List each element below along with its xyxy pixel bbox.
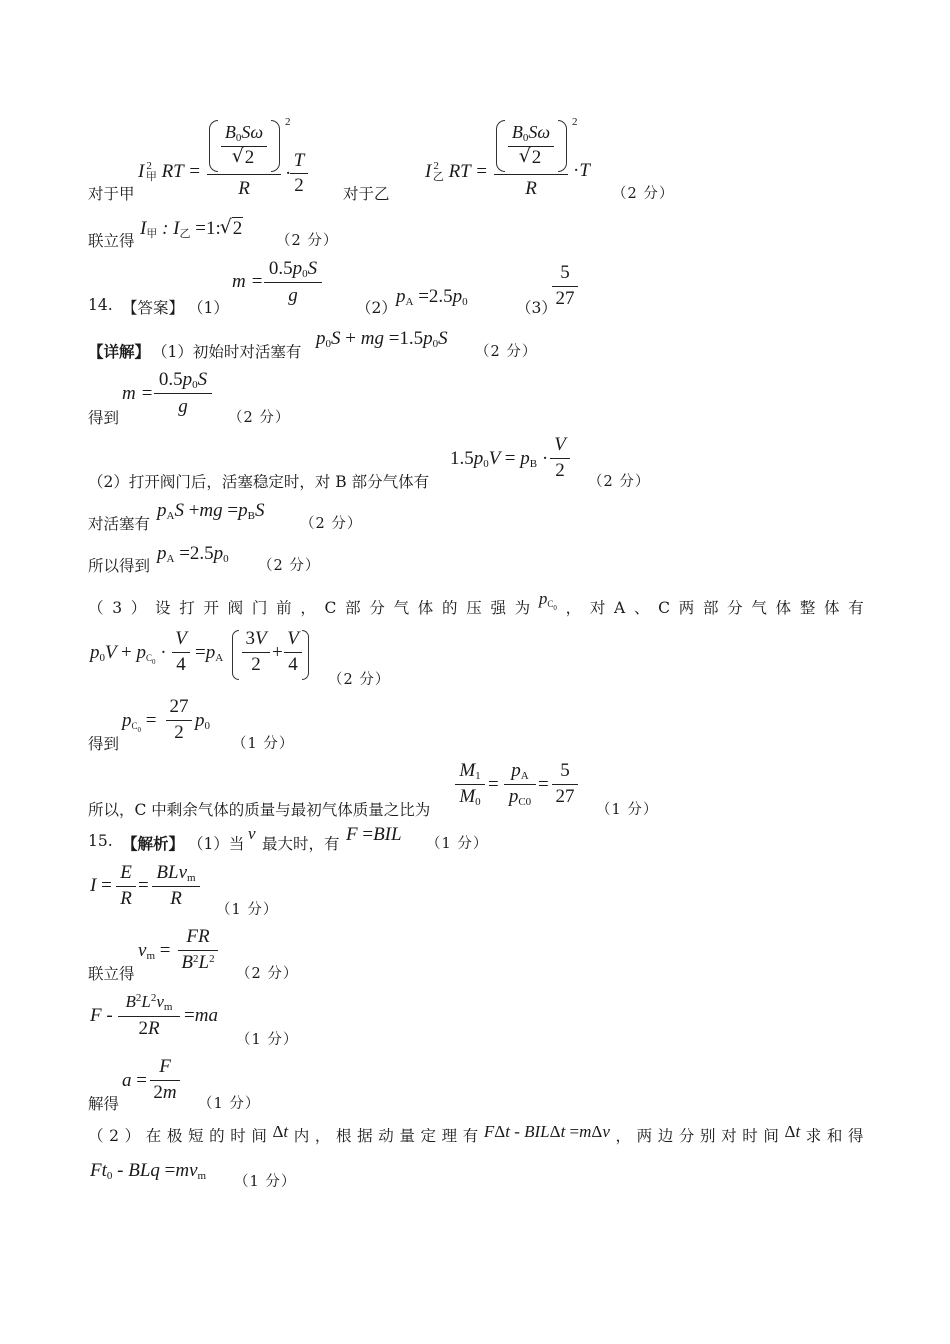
q15-number: 15. [88,832,113,850]
q15-momentum-eq: FΔt - BILΔt =mΔv [483,1122,610,1141]
q15-line2-t1: 两 [636,1127,653,1145]
q14-line6-c16: 压 [466,599,482,617]
q14-eq2-lhs: m = [122,383,154,404]
q15-line2-t6: 时 [742,1127,758,1145]
q14-ans-pa: $p_A =2.5p_0$ [396,286,468,308]
q15-line2-t3: 分 [678,1127,695,1145]
q14-eq9-val-frac: 5 27 [552,760,578,810]
q14-line6-c14: 体 [417,599,434,617]
q15-line2-m0: 内 [293,1127,310,1145]
q14-eq8-lhs: $p_{C_0}$ = [122,710,157,734]
q15-eq5-lhs: a = [122,1070,147,1091]
q14-eq4: $p_AS +mg =p_BS$ [157,500,265,522]
points-2b: （2 分） [276,233,339,249]
q14-ans-m-lhs: m = [232,271,264,292]
q15-line2-m8: 有 [462,1127,479,1145]
q14-line6-d11: 体 [824,599,840,617]
q14-eq7-v4: V 4 [172,628,190,678]
q15-eq4-f: F - [90,1005,113,1026]
q14-line6-d4: C [658,599,671,617]
q15-eq3-frac: FR $B^2L^2$ [178,926,218,976]
q15-line2-c6: 的 [209,1127,225,1145]
q14-line6-c15: 的 [442,599,458,617]
formula-jia-lhs: I $^2_甲$ RT = [138,160,201,183]
q15-line2-m7: 理 [441,1127,458,1145]
q14-eq1: $p_0S$ + mg $=1.5p_0S$ [316,328,448,350]
q14-line6-c4: 打 [179,599,195,617]
q15-line2-m2: 根 [336,1127,352,1145]
ratio-root: 2 [232,218,243,239]
q15-line2-e2: 得 [848,1127,864,1145]
q14-line6-d7: 分 [727,599,743,617]
q14-eq7-lhs: $p_0V + p_{C_0}$ · [90,642,167,666]
q14-line6-c12: 分 [369,599,385,617]
q14-eq3-lhs: $1.5p_0V = p_B$ · [450,448,549,470]
q14-line6-c8: 前 [276,599,292,617]
q15-line2-t7: 间 [763,1127,779,1145]
q14-eq9-eq2: = [538,774,549,795]
q15-points-c: （2 分） [236,966,299,982]
q14-ans-ratio-frac: 5 27 [552,262,578,312]
q14-line6-d6: 部 [702,599,719,617]
q15-points-a: （1 分） [426,836,489,852]
yi-label: 对于乙 [343,185,390,203]
q14-eq7-3v2: 3V 2 [242,628,270,678]
ratio-text: =1: [195,218,221,239]
q15-line2-c7: 时 [230,1127,246,1145]
q15-line2-m4: 动 [378,1127,394,1145]
q14-eq7-lparen [232,630,239,680]
points-2a: （2 分） [612,186,675,202]
q14-get-label: 得到 [88,409,120,427]
q14-points-e: （2 分） [258,558,321,574]
q15-eq7: $Ft_0$ - BLq $=mv_m$ [90,1160,207,1182]
q15-line2-t2: 边 [657,1127,674,1145]
jia-label: 对于甲 [88,185,135,203]
q15-line2-m1: ， [314,1127,331,1145]
q14-number: 14. [88,296,113,314]
q15-eq-f-bil: F =BIL [346,824,402,845]
q15-line2-e1: 和 [826,1127,843,1145]
q14-eq9-m-frac: $M_1$ $M_0$ [455,760,485,810]
q14-points-b: （2 分） [228,410,291,426]
q14-eq8-frac: 27 2 [166,696,192,746]
q15-delta-t-2: Δt [784,1122,801,1141]
q14-points-g: （1 分） [232,736,295,752]
q14-line6-c18: 为 [514,599,531,617]
q14-line6-d5: 两 [678,599,695,617]
q14-line6-d2: A [614,599,626,617]
q14-eq7-rhs: $=p_A$ [195,642,224,664]
q14-line9-text: 所以，C 中剩余气体的质量与最初气体质量之比为 [88,801,431,819]
q14-points-f: （2 分） [328,672,391,688]
q14-part3: （3） [516,299,557,317]
q15-line2-c3: 在 [145,1127,162,1145]
q14-eq5: $p_A =2.5p_0$ [157,543,229,565]
q14-line6-d0: ， [565,599,582,617]
q14-detail-row6 [88,589,864,627]
q14-eq7-plus: + [272,642,283,663]
q15-eq2-er: E R [116,862,136,912]
q15-line2-m5: 量 [399,1127,415,1145]
q14-line5-text: 所以得到 [88,557,151,575]
q14-points-h: （1 分） [596,802,659,818]
q14-line3-text: （2）打开阀门后，活塞稳定时，对 B 部分气体有 [88,473,430,491]
q14-line6-c10: C [324,599,337,617]
q14-line6-c9: ， [300,599,316,617]
q15-combine-label: 联立得 [88,965,135,983]
q15-v-symbol: v [248,824,256,843]
q15-eq5-frac: F 2m [150,1056,180,1106]
q14-line6-d3: 、 [633,599,650,617]
q14-line6-c5: 开 [203,599,219,617]
q15-line1a: （1）当 [188,835,245,853]
q14-pc0-symbol: $p_{C_0}$ [538,589,557,612]
formula-yi-t: ·T [573,160,590,181]
formula-yi-fraction: $B_0S\omega$ √ 2 2 R [494,118,568,200]
q14-part1: （1） [188,299,229,317]
q15-eq4-frac: $B^2L^2v_m$ 2R [118,992,180,1042]
q15-analysis-tag: 【解析】 [122,834,185,853]
q14-part2: （2） [356,299,397,317]
q14-points-c: （2 分） [588,474,651,490]
q14-line6-c7: 门 [251,599,268,617]
q15-delta-t-1: Δt [272,1122,289,1141]
q14-line6-c13: 气 [393,599,410,617]
q15-line2-c1: 2 [109,1127,119,1145]
q14-eq3-frac: V 2 [550,434,570,484]
q15-row6 [88,1122,864,1146]
q14-line6-c0: （ [88,599,104,617]
q14-line6-d8: 气 [751,599,767,617]
q14-line6-d9: 体 [775,599,792,617]
q15-solve-label: 解得 [88,1095,120,1113]
q15-line2-t4: 别 [700,1127,716,1145]
q15-points-e: （1 分） [198,1096,261,1112]
q14-line6-c1: 3 [112,599,123,617]
q14-line6-d10: 整 [799,599,816,617]
q15-eq2-eq: = [138,875,149,896]
q14-eq7-rparen [302,630,309,680]
q14-eq8-p0: $p_0$ [195,710,210,732]
q15-line2-c4: 极 [166,1127,183,1145]
q14-eq9-p-frac: $p_A$ $p_{C0}$ [504,760,536,810]
q14-points-a: （2 分） [475,344,538,360]
q14-answer-tag: 【答案】 [122,299,185,317]
formula-jia-dot: · [285,163,292,184]
q15-eq2-lhs: I = [90,875,112,896]
q15-line2-e0: 求 [805,1127,822,1145]
q14-detail-tag: 【详解】 [88,342,151,361]
q15-line2-c8: 间 [251,1127,267,1145]
q14-get-label2: 得到 [88,735,120,753]
q15-points-f: （1 分） [234,1174,297,1190]
formula-jia-t-half: T 2 [290,150,308,196]
q14-line6-c11: 部 [345,599,361,617]
q14-eq9-eq1: = [488,774,499,795]
combine-label: 联立得 [88,232,135,250]
q14-line6-c17: 强 [490,599,506,617]
formula-jia-fraction: $B_0S\omega$ √ 2 2 R [207,118,281,200]
q15-line2-m3: 据 [357,1127,373,1145]
formula-yi-lhs: I $^2_乙$ RT = [425,160,488,183]
q14-eq7-v4b: V 4 [284,628,302,678]
q15-line2-c5: 短 [187,1127,204,1145]
formula-ratio: $I_甲$ : $I_乙$ =1:√ 2 [140,218,243,241]
q14-line6-c2: ） [130,599,147,617]
q15-line1b: 最大时，有 [262,835,340,853]
q14-ans-m-frac: $0.5p_0S$ g [264,258,322,308]
q15-eq2-blv: BLv$_m$ R [152,862,200,912]
q14-line6-c3: 设 [155,599,171,617]
q14-line6-d1: 对 [589,599,606,617]
q15-points-b: （1 分） [216,902,279,918]
q15-line2-c2: ） [124,1127,141,1145]
q14-line6-d12: 有 [848,599,864,617]
q14-line6-c6: 阀 [227,599,244,617]
q15-points-d: （1 分） [236,1032,299,1048]
q15-eq4-rhs: =ma [184,1005,218,1026]
q14-line4-text: 对活塞有 [88,515,151,533]
q14-points-d: （2 分） [300,516,363,532]
q15-line2-t5: 对 [721,1127,737,1145]
q15-line2-t0: ， [615,1127,632,1145]
q15-line2-c0: （ [88,1127,104,1145]
q14-eq2-frac: $0.5p_0S$ g [154,369,212,419]
q15-line2-m6: 定 [420,1127,437,1145]
q15-eq3-lhs: $v_m$ = [138,940,171,962]
q14-line1-text: （1）初始时对活塞有 [152,343,302,361]
